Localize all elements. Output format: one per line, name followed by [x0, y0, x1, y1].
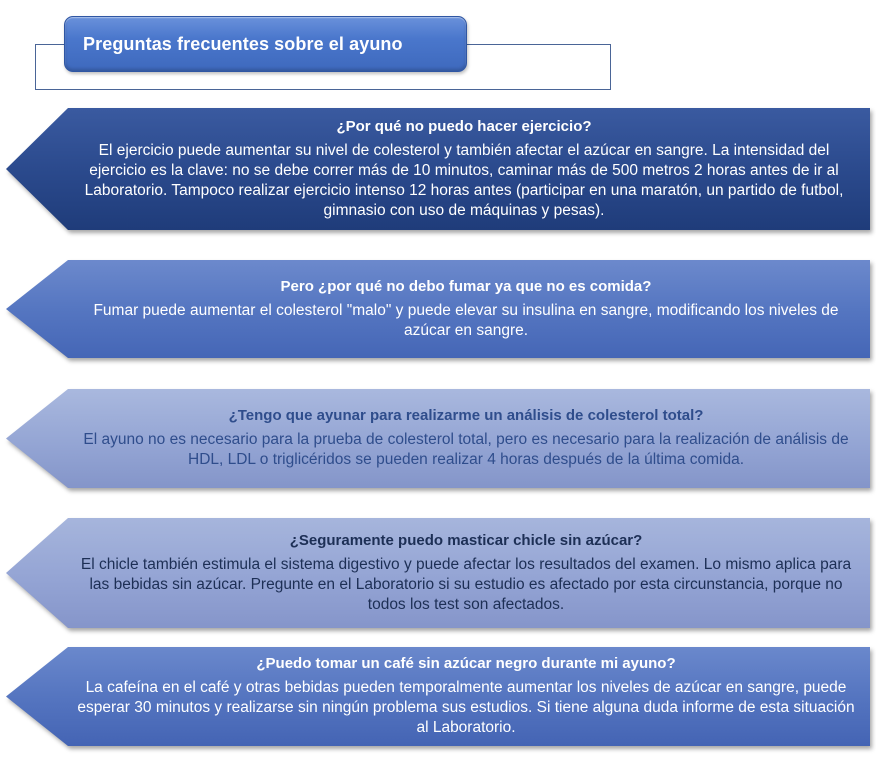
- faq-question: ¿Tengo que ayunar para realizarme un análisis de colesterol total?: [228, 407, 704, 424]
- faq-content: [76, 518, 856, 628]
- faq-answer: La cafeína en el café y otras bebidas pueden temporalmente aumentar los niveles de azúcar en sangre, puede esperar 30 minutos y realizarse sin ningún problema sus estudios. Si tiene alguna duda informe de esta situación al Laboratorio.: [77, 679, 855, 736]
- faq-item-coffee: [6, 647, 870, 746]
- faq-item-gum: [6, 518, 870, 628]
- faq-answer: El chicle también estimula el sistema digestivo y puede afectar los resultados del examen. Lo mismo aplica para las bebidas sin azúcar. Pregunte en el Laboratorio si su estudio es afectado por esta circunstancia, porque no todos los test son afectados.: [80, 555, 852, 613]
- faq-question: Pero ¿por qué no debo fumar ya que no es comida?: [280, 277, 652, 295]
- faq-item-cholesterol: [6, 389, 870, 488]
- faq-question: ¿Puedo tomar un café sin azúcar negro durante mi ayuno?: [256, 655, 676, 672]
- page-title: Preguntas frecuentes sobre el ayuno: [83, 33, 403, 54]
- faq-item-exercise: [6, 108, 870, 230]
- faq-answer: El ayuno no es necesario para la prueba de colesterol total, pero es necesario para la realización de análisis de HDL, LDL o triglicéridos se pueden realizar 4 horas después de la última comida.: [83, 431, 849, 468]
- faq-answer: El ejercicio puede aumentar su nivel de colesterol y también afectar el azúcar en sangre. La intensidad del ejercicio es la clave: no se debe correr más de 10 minutos, caminar más de 500 metros 2 horas antes de ir al Laboratorio. Tampoco realizar ejercicio intenso 12 horas antes (participar en una maratón, un partido de futbol, gimnasio con uso de máquinas y pesas).: [84, 141, 844, 219]
- faq-question: ¿Por qué no puedo hacer ejercicio?: [336, 117, 592, 135]
- faq-content: [76, 260, 856, 358]
- faq-question: ¿Seguramente puedo masticar chicle sin azúcar?: [289, 531, 643, 549]
- faq-content: [80, 108, 856, 230]
- faq-item-smoking: [6, 260, 870, 358]
- title-banner: [64, 16, 467, 72]
- faq-content: [76, 647, 856, 746]
- faq-content: [76, 389, 856, 488]
- faq-answer: Fumar puede aumentar el colesterol "malo" y puede elevar su insulina en sangre, modificando los niveles de azúcar en sangre.: [93, 301, 839, 339]
